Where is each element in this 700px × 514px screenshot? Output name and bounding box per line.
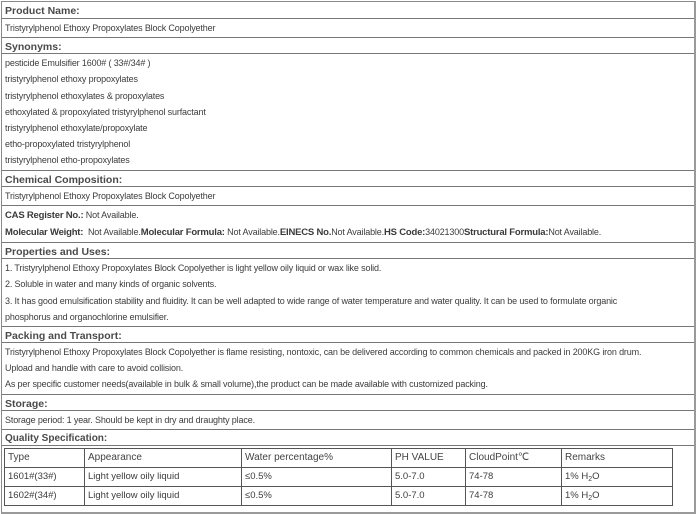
table-row [5, 486, 673, 505]
einecs-value: Not Available. [331, 227, 384, 238]
chemical-composition-value: Tristyrylphenol Ethoxy Propoxylates Block Copolyether [5, 190, 216, 201]
property-line: phosphorus and organochlorine emulsifier. [5, 311, 169, 322]
quality-header-row [5, 448, 673, 467]
synonym-item: tristyrylphenol ethoxylates & propoxylates [5, 90, 165, 101]
synonym-item: ethoxylated & propoxylated tristyrylphenol surfactant [5, 106, 206, 117]
packing-section [2, 342, 694, 394]
formula-line [5, 224, 691, 241]
packing-line: As per specific customer needs(available in bulk & small volume),the product can be made available with customized packing. [5, 379, 488, 390]
identifiers-section [2, 205, 694, 242]
cell-water: ≤0.5% [242, 486, 392, 505]
remark-subscript: 2 [588, 494, 593, 502]
molecular-formula-value: Not Available. [224, 227, 280, 238]
properties-section [2, 258, 694, 326]
property-line: 3. It has good emulsification stability and fluidity. It can be well adapted to wide range of water temperature and water quality. It can be used to formulate organic [5, 295, 618, 306]
cell-ph: 5.0-7.0 [392, 467, 466, 486]
packing-line: Upload and handle with care to avoid collision. [5, 363, 184, 374]
cell-appearance: Light yellow oily liquid [85, 486, 242, 505]
cell-cloudpoint: 74-78 [466, 467, 562, 486]
header-appearance: Appearance [85, 448, 242, 467]
property-line: 2. Soluble in water and many kinds of organic solvents. [5, 279, 217, 290]
synonym-item: tristyrylphenol etho-propoxylates [5, 155, 130, 166]
remark-subscript: 2 [588, 475, 593, 483]
einecs-label: EINECS No. [279, 227, 332, 239]
synonyms-heading: Synonyms: [2, 37, 694, 53]
remark-text: 1% H [565, 489, 589, 501]
molecular-weight-label: Molecular Weight: [5, 227, 84, 239]
storage-section [2, 410, 694, 429]
synonym-item: pesticide Emulsifier 1600# ( 33#/34# ) [5, 58, 151, 69]
property-line: 1. Tristyrylphenol Ethoxy Propoxylates Block Copolyether is light yellow oily liquid or wax like solid. [5, 263, 382, 274]
header-water: Water percentage% [242, 448, 392, 467]
quality-heading: Quality Specification: [2, 429, 694, 445]
chemical-composition-section [2, 186, 694, 205]
molecular-formula-label: Molecular Formula: [140, 227, 225, 239]
product-name-section [2, 18, 694, 37]
cas-label: CAS Register No.: [5, 209, 84, 221]
synonym-item: etho-propoxylated tristyrylphenol [5, 139, 131, 150]
molecular-weight-value: Not Available. [83, 227, 141, 238]
cell-type: 1602#(34#) [5, 486, 85, 505]
product-name-heading: Product Name: [5, 5, 80, 17]
product-name-value: Tristyrylphenol Ethoxy Propoxylates Block Copolyether [5, 23, 216, 33]
packing-line: Tristyrylphenol Ethoxy Propoxylates Block Copolyether is flame resisting, nontoxic, can be delivered according to common chemicals and packed in 200KG iron drum. [5, 347, 642, 358]
quality-spec-table [4, 448, 673, 506]
cas-value: Not Available. [83, 209, 139, 220]
properties-heading: Properties and Uses: [2, 242, 694, 258]
cell-appearance: Light yellow oily liquid [85, 467, 242, 486]
remark-text: O [592, 489, 600, 501]
header-remarks: Remarks [562, 448, 673, 467]
cell-water: ≤0.5% [242, 467, 392, 486]
remark-text: 1% H [565, 470, 589, 482]
cell-remarks [562, 486, 673, 505]
header-cloudpoint: CloudPoint℃ [466, 448, 562, 467]
storage-value: Storage period: 1 year. Should be kept in dry and draughty place. [5, 414, 255, 425]
header-ph: PH VALUE [392, 448, 466, 467]
structural-formula-label: Structural Formula: [463, 227, 549, 239]
chemical-composition-heading: Chemical Composition: [2, 170, 694, 186]
hs-code-value: 34021300 [425, 227, 464, 238]
synonym-item: tristyrylphenol ethoxy propoxylates [5, 74, 138, 85]
structural-formula-value: Not Available. [548, 227, 602, 238]
table-row [5, 467, 673, 486]
hs-code-label: HS Code: [383, 227, 426, 239]
cell-cloudpoint: 74-78 [466, 486, 562, 505]
cell-remarks [562, 467, 673, 486]
synonyms-list [2, 53, 694, 169]
packing-heading: Packing and Transport: [2, 326, 694, 342]
quality-section [2, 445, 694, 506]
remark-text: O [592, 470, 600, 482]
header-type: Type [5, 448, 85, 467]
cell-ph: 5.0-7.0 [392, 486, 466, 505]
storage-heading: Storage: [2, 394, 694, 410]
product-spec-table [1, 1, 696, 514]
cas-line [5, 207, 691, 224]
synonym-item: tristyrylphenol ethoxylate/propoxylate [5, 123, 148, 134]
cell-type: 1601#(33#) [5, 467, 85, 486]
